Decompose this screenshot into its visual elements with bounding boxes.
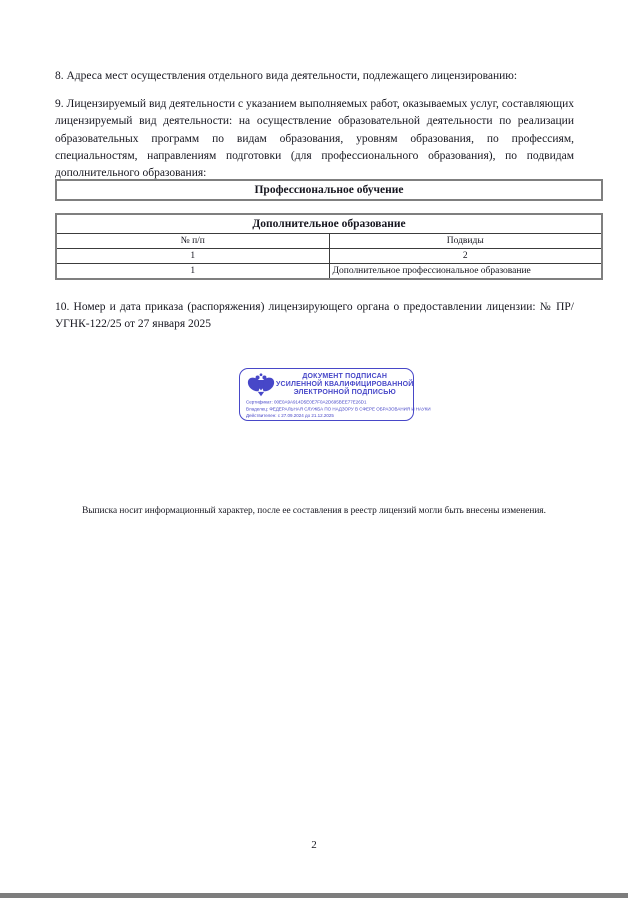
stamp-certificate: Сертификат: 00E0A9A914D5E0E7F0A2D695BEE77E26D1 — [246, 399, 367, 405]
table-header-row — [56, 234, 602, 249]
coat-of-arms-eagle-icon — [246, 372, 276, 398]
page-number: 2 — [311, 839, 317, 851]
stamp-title-line2: УСИЛЕННОЙ КВАЛИФИЦИРОВАННОЙ — [276, 381, 414, 388]
table-row — [56, 214, 602, 234]
stamp-title-line1: ДОКУМЕНТ ПОДПИСАН — [302, 373, 388, 380]
paragraph-item10: 10. Номер и дата приказа (распоряжения) лицензирующего органа о предоставлении лицензии: № ПР/УГНК-122/25 от 27 января 2025 — [55, 301, 574, 331]
stamp-owner: Владелец: ФЕДЕРАЛЬНАЯ СЛУЖБА ПО НАДЗОРУ В СФЕРЕ ОБРАЗОВАНИЯ И НАУКИ — [246, 406, 431, 412]
footnote-text: Выписка носит информационный характер, после ее составления в реестр лицензий могли быть внесены изменения. — [82, 506, 546, 516]
table-row — [56, 180, 602, 200]
column-header-subtypes: Подвиды — [329, 234, 602, 249]
column-header-number: № п/п — [56, 234, 329, 249]
stamp-validity: Действителен: с 27.09.2024 до 21.12.2025 — [246, 413, 334, 418]
column-number-2: 2 — [329, 249, 602, 264]
paragraph-item9: 9. Лицензируемый вид деятельности с указанием выполняемых работ, оказываемых услуг, составляющих лицензируемый вид деятельности: на осуществление образовательной деятельности по реализации образовательных программ по видам образования, уровням образования, по профессиям, специальностям, направлениям подготовки (для профессионального образования), по подвидам дополнительного образования: — [55, 98, 574, 180]
row-index-cell: 1 — [56, 264, 329, 280]
table-additional-education — [55, 213, 603, 280]
digital-signature-stamp — [239, 368, 431, 421]
table-professional-title: Профессиональное обучение — [56, 180, 602, 200]
stamp-header — [246, 372, 414, 398]
row-subtype-cell: Дополнительное профессиональное образование — [329, 264, 602, 280]
stamp-title-line3: ЭЛЕКТРОННОЙ ПОДПИСЬЮ — [293, 389, 396, 396]
table-additional-title: Дополнительное образование — [56, 214, 602, 234]
table-column-number-row — [56, 249, 602, 264]
column-number-1: 1 — [56, 249, 329, 264]
stamp-details — [246, 399, 431, 419]
page-boundary-bar — [0, 893, 628, 898]
stamp-title — [276, 373, 414, 397]
table-data-row — [56, 264, 602, 280]
table-professional-education — [55, 179, 603, 201]
paragraph-item8: 8. Адреса мест осуществления отдельного вида деятельности, подлежащего лицензированию: — [55, 70, 518, 82]
